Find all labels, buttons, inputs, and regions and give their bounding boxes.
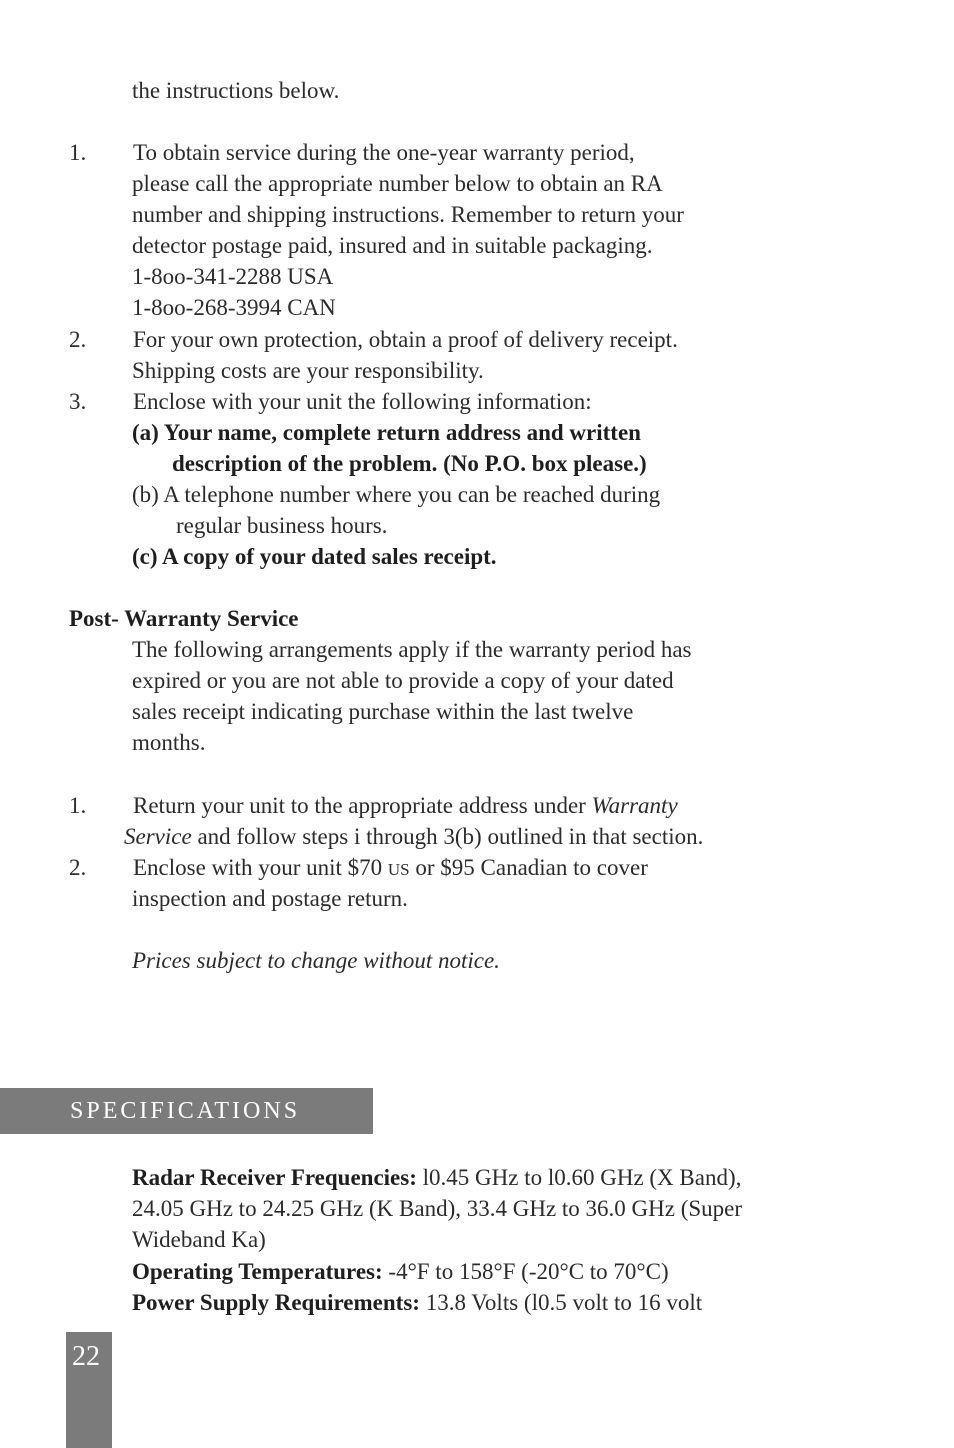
page-number: 22: [72, 1341, 100, 1372]
phone-can: [132, 292, 336, 323]
specifications-title: SPECIFICATIONS: [70, 1098, 301, 1124]
phone-number: 1-8oo-268-3994: [132, 295, 282, 320]
spec-temp-value: -4°F to 158°F (-20°C to 70°C): [382, 1259, 669, 1284]
price-notice: Prices subject to change without notice.: [132, 948, 500, 973]
step-1-line: To obtain service during the one-year warranty period,: [133, 140, 635, 165]
warranty-reference: Warranty: [591, 793, 678, 818]
step-1-line: please call the appropriate number below to obtain an RA: [132, 171, 663, 196]
step-1-line: number and shipping instructions. Remember to return your: [132, 202, 684, 227]
item-b-line: (b) A telephone number where you can be reached during: [132, 482, 661, 507]
pw-step-1-text: Return your unit to the appropriate address under: [133, 793, 592, 818]
spec-power-line: [132, 1287, 702, 1318]
step-2-line: Shipping costs are your responsibility.: [132, 358, 484, 383]
step-3-line: Enclose with your unit the following information:: [133, 389, 592, 414]
step-1-number: 1.: [69, 140, 87, 165]
pw-step-1-line: [124, 821, 703, 852]
spec-temp-label: Operating Temperatures:: [132, 1259, 383, 1284]
step-2-line: For your own protection, obtain a proof of delivery receipt.: [133, 327, 678, 352]
spec-radar-line: [132, 1162, 741, 1193]
post-warranty-heading: Post- Warranty Service: [69, 606, 299, 631]
post-warranty-paragraph-line: expired or you are not able to provide a copy of your dated: [132, 668, 674, 693]
spec-radar-line: Wideband Ka): [132, 1227, 266, 1252]
service-reference: Service: [124, 824, 192, 849]
pw-step-2-text: Enclose with your unit $70: [133, 855, 388, 880]
spec-temp-line: [132, 1256, 669, 1287]
phone-usa: [132, 261, 333, 292]
pw-step-1-number: 1.: [69, 793, 87, 818]
post-warranty-paragraph-line: The following arrangements apply if the warranty period has: [132, 637, 692, 662]
pw-step-2-line: [133, 852, 648, 885]
pw-step-2-text: or $95 Canadian to cover: [409, 855, 648, 880]
spec-radar-label: Radar Receiver Frequencies:: [132, 1165, 417, 1190]
phone-country: USA: [287, 264, 334, 289]
spec-radar-line: 24.05 GHz to 24.25 GHz (K Band), 33.4 GHz to 36.0 GHz (Super: [132, 1196, 743, 1221]
pw-step-2-number: 2.: [69, 855, 87, 880]
intro-text: the instructions below.: [132, 78, 340, 103]
item-a-line: description of the problem. (No P.O. box please.): [172, 451, 647, 476]
item-b-line: regular business hours.: [176, 513, 388, 538]
step-2-number: 2.: [69, 327, 87, 352]
post-warranty-paragraph-line: sales receipt indicating purchase within the last twelve: [132, 699, 634, 724]
phone-country: CAN: [287, 295, 336, 320]
step-1-line: detector postage paid, insured and in suitable packaging.: [132, 233, 653, 258]
pw-step-1-text: and follow steps i through 3(b) outlined in that section.: [191, 824, 704, 849]
spec-power-label: Power Supply Requirements:: [132, 1290, 420, 1315]
spec-power-value: 13.8 Volts (l0.5 volt to 16 volt: [419, 1290, 703, 1315]
pw-step-1-line: [133, 790, 678, 821]
post-warranty-paragraph-line: months.: [132, 730, 206, 755]
item-a-line: (a) Your name, complete return address and written: [132, 420, 641, 445]
step-3-number: 3.: [69, 389, 87, 414]
currency-us: US: [387, 860, 410, 879]
pw-step-2-line: inspection and postage return.: [132, 886, 408, 911]
phone-number: 1-8oo-341-2288: [132, 264, 282, 289]
spec-radar-value: l0.45 GHz to l0.60 GHz (X Band),: [416, 1165, 742, 1190]
item-c-line: (c) A copy of your dated sales receipt.: [132, 544, 497, 569]
